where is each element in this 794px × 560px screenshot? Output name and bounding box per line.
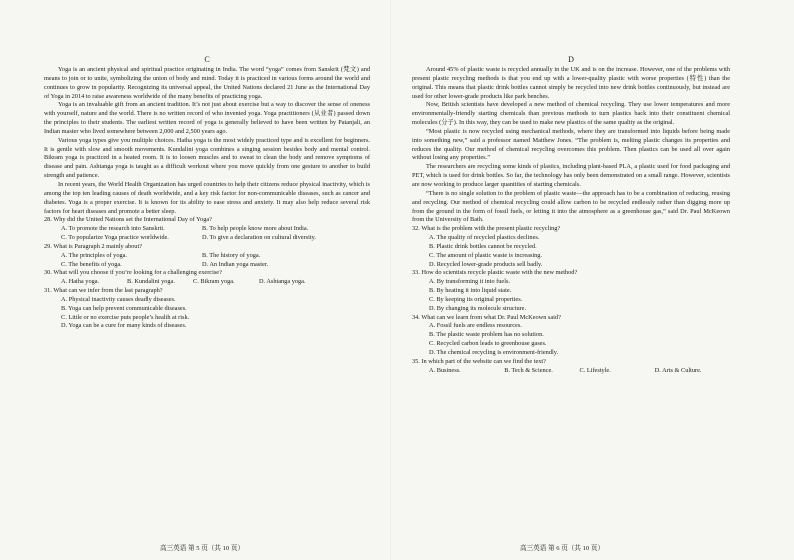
passage-d-title: D xyxy=(568,55,574,64)
passage-c-paragraph-3: Various yoga types give you multiple choices. Hatha yoga is the most widely practiced type and is excellent for beginners. It is gentle with slow and smooth movements. Kundalini yoga combines a singing session besides body and mental control. Bikram yoga is practiced in a heated room. It is to loosen muscles and to sweat to clean the body and remove symptoms of disease and pain. Ashtanga yoga is taught as a difficult workout where you move quickly from one gesture to another to build strength and patience. xyxy=(44,136,370,180)
question-30 xyxy=(44,269,370,287)
question-options xyxy=(44,225,370,243)
question-stem: 28. Why did the United Nations set the International Day of Yoga? xyxy=(44,216,212,224)
question-stem: 30. What will you choose if you’re looking for a challenging exercise? xyxy=(44,269,222,277)
option-a: A. By transforming it into fuels. xyxy=(429,278,510,286)
question-stem: 32. What is the problem with the present plastic recycling? xyxy=(412,225,561,233)
option-c: C. By keeping its original properties. xyxy=(429,295,523,303)
passage-d-paragraph-5: “There is no single solution to the problem of plastic waste—the approach has to be a combination of reducing, reusing and recycling. Our method of chemical recycling could allow carbon to be recycled endlessly rather than digging more up from the ground in the form of fossil fuels, or letting it into the atmosphere as a greenhouse gas,” said Dr. Paul McKeown from the University of Bath. xyxy=(412,189,730,224)
option-c: C. The amount of plastic waste is increasing. xyxy=(429,251,543,259)
question-28 xyxy=(44,216,370,243)
passage-d-paragraph-2: Now, British scientists have developed a new method of chemical recycling. They use lower temperatures and more environmentally-friendly starting chemicals than previous methods to turn plastics back into their constituent chemical molecules (分子). In this way, they can be used to make new plastics of the same quality as the original. xyxy=(412,101,730,127)
page-gutter xyxy=(390,0,391,560)
option-c: C. Lifestyle. xyxy=(579,366,611,374)
question-32 xyxy=(412,225,730,269)
option-a: A. Physical inactivity causes deadly diseases. xyxy=(61,295,176,303)
question-35 xyxy=(412,358,730,376)
option-d: D. Yoga can be a cure for many kinds of diseases. xyxy=(61,322,187,330)
question-stem: 35. In which part of the website can we find the text? xyxy=(412,357,546,365)
option-b: B. By heating it into liquid state. xyxy=(429,287,512,295)
question-options xyxy=(412,234,730,269)
option-c: C. To popularize Yoga practice worldwide. xyxy=(61,234,169,242)
option-c: C. Recycled carbon leads to greenhouse gases. xyxy=(429,340,547,348)
option-b: B. The history of yoga. xyxy=(202,251,261,259)
passage-d-paragraph-1: Around 45% of plastic waste is recycled annually in the UK and is on the increase. However, one of the problems with present plastic recycling methods is that you end up with a lower-quality plastic with worse properties (特性) than the original. This means that plastic drink bottles cannot simply be recycled into new drink bottles continuously, but instead are used for other lower-grade products like park benches. xyxy=(412,66,730,100)
passage-d-paragraph-3: “Most plastic is now recycled using mechanical methods, where they are transformed into liquids before being made into something new,” said a professor named Matthew Jones. “The problem is, melting plastic changes its properties and reduces the quality. Our method of chemical recycling overcomes this problem. Then plastics can be used all over again without losing any properties.” xyxy=(412,127,730,162)
option-d: D. An Indian yoga master. xyxy=(202,260,269,268)
question-options xyxy=(44,278,370,287)
question-33 xyxy=(412,269,730,313)
question-options xyxy=(412,278,730,313)
page-footer-right: 高三英语 第 6 页（共 10 页） xyxy=(520,545,605,552)
question-31 xyxy=(44,287,370,331)
passage-c-paragraph-1: Yoga is an ancient physical and spiritual practice originating in India. The word “yoga” comes from Sanskrit (梵文) and means to join or to unite, symbolizing the union of body and mind. Today it is practiced in various forms around the world and continues to grow in popularity. Recognizing its universal appeal, the United Nations declared 21 June as the International Day of Yoga in 2014 to raise awareness worldwide of the many benefits of practicing yoga. xyxy=(44,66,370,100)
option-b: B. To help people know more about India. xyxy=(202,225,309,233)
option-b: B. Tech & Science. xyxy=(504,366,553,374)
question-34 xyxy=(412,314,730,358)
question-options xyxy=(412,367,730,376)
option-b: B. Plastic drink bottles cannot be recycled. xyxy=(429,242,537,250)
option-c: C. Bikram yoga. xyxy=(193,278,235,286)
question-stem: 31. What can we infer from the last paragraph? xyxy=(44,287,163,295)
option-a: A. Hatha yoga. xyxy=(61,278,100,286)
question-options xyxy=(44,296,370,331)
option-b: B. Kundalini yoga. xyxy=(127,278,175,286)
right-page xyxy=(412,55,730,376)
option-a: A. Fossil fuels are endless resources. xyxy=(429,322,522,330)
passage-c-paragraph-2: Yoga is an invaluable gift from an ancient tradition. It’s not just about exercise but a way to discover the sense of oneness with yourself, nature and the world. There is no written record of who invented yoga. Yoga practitioners (从业者) passed down the principles to their students. The earliest written record of yoga is generally believed to have been written by Patanjali, an Indian master who lived somewhere between 2,000 and 2,500 years ago. xyxy=(44,101,370,135)
option-b: B. Yoga can help prevent communicable diseases. xyxy=(61,304,187,312)
question-stem: 33. How do scientists recycle plastic waste with the new method? xyxy=(412,269,578,277)
option-b: B. The plastic waste problem has no solution. xyxy=(429,331,544,339)
option-d: D. Recycled lower-grade products sell badly. xyxy=(429,260,543,268)
option-d: D. Ashtanga yoga. xyxy=(259,278,306,286)
left-page xyxy=(44,55,370,331)
question-options xyxy=(412,322,730,357)
question-stem: 34. What can we learn from what Dr. Paul McKeown said? xyxy=(412,313,561,321)
option-c: C. Little or no exercise puts people’s health at risk. xyxy=(61,313,190,321)
option-d: D. By changing its molecule structure. xyxy=(429,304,527,312)
question-options xyxy=(44,252,370,270)
question-29 xyxy=(44,243,370,270)
option-a: A. To promote the research into Sanskrit. xyxy=(61,225,165,233)
option-a: A. The quality of recycled plastics declines. xyxy=(429,234,540,242)
option-d: D. The chemical recycling is environment-friendly. xyxy=(429,349,559,356)
option-c: C. The benefits of yoga. xyxy=(61,260,122,268)
option-d: D. To give a declaration on cultural diversity. xyxy=(202,234,316,242)
option-a: A. The principles of yoga. xyxy=(61,251,127,259)
option-a: A. Business. xyxy=(429,366,461,374)
question-stem: 29. What is Paragraph 2 mainly about? xyxy=(44,242,142,250)
page-footer-left: 高三英语 第 5 页（共 10 页） xyxy=(160,545,245,552)
passage-c-title: C xyxy=(204,55,210,64)
option-d: D. Arts & Culture. xyxy=(654,366,702,374)
passage-c-paragraph-4: In recent years, the World Health Organization has urged countries to help their citizens reduce physical inactivity, which is among the top ten leading causes of death worldwide, and a key risk factor for non-communicable diseases, such as cancer and diabetes. Yoga is a proper exercise. It is known for its ability to ease stress and anxiety. It may also help reduce several risk factors for heart diseases and promote a better sleep. xyxy=(44,180,370,215)
passage-d-paragraph-4: The researchers are recycling some kinds of plastics, including plant-based PLA, a plastic used for food packaging and PET, which is used for drink bottles. So far, the technology has only been demonstrated on a small range. However, scientists are now working to produce larger quantities of starting chemicals. xyxy=(412,163,730,188)
